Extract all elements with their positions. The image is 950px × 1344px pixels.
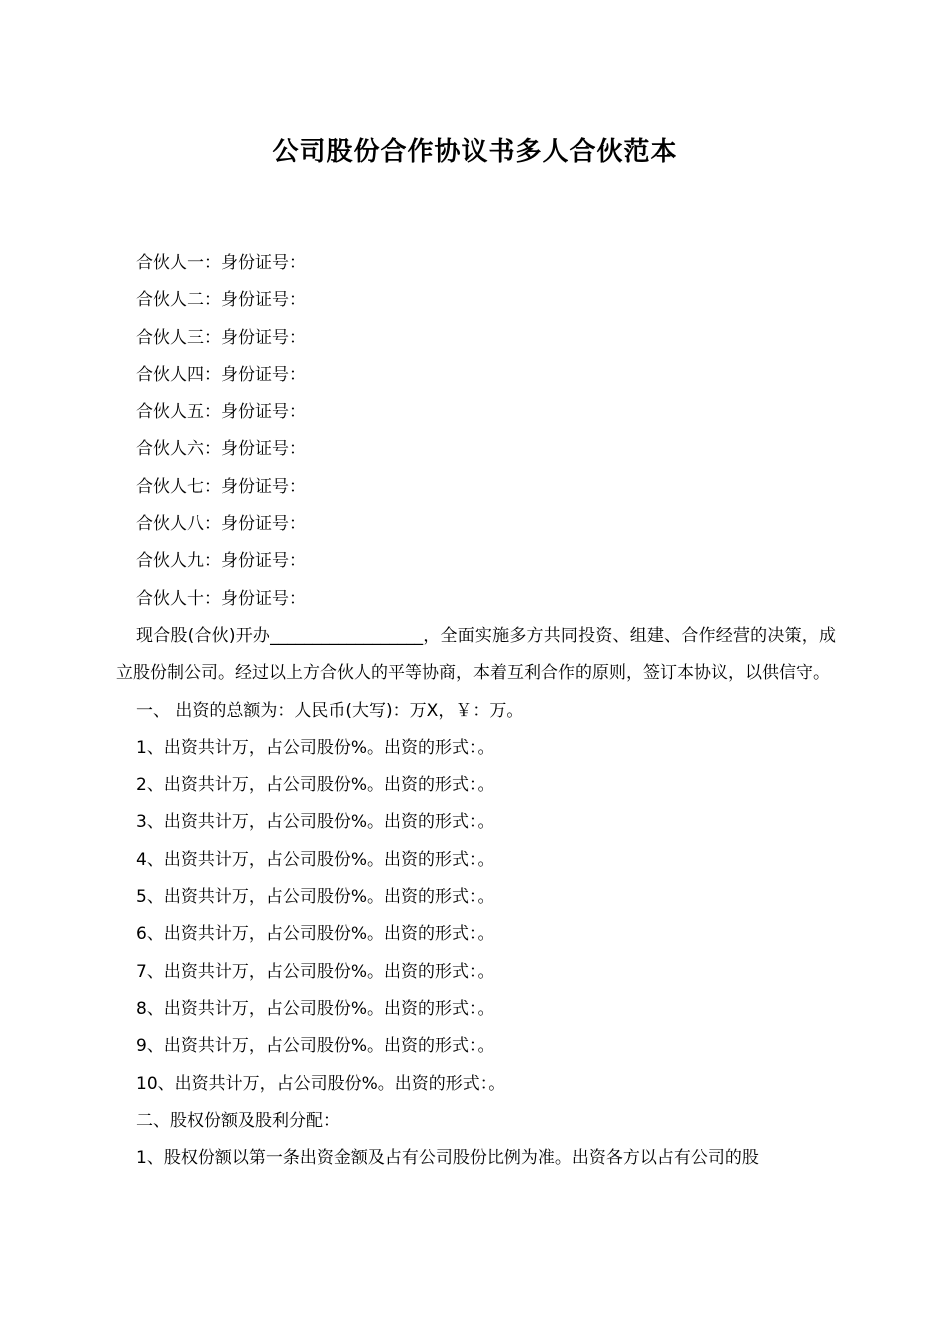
partner-line: 合伙人五：身份证号： [136, 402, 306, 423]
contribution-line: 4、出资共计万，占公司股份%。出资的形式：。 [136, 849, 495, 870]
contribution-line: 3、出资共计万，占公司股份%。出资的形式：。 [136, 812, 495, 833]
contribution-line: 1、出资共计万，占公司股份%。出资的形式：。 [136, 737, 495, 758]
contribution-line: 2、出资共计万，占公司股份%。出资的形式：。 [136, 775, 495, 796]
section-two-item: 1、股权份额以第一条出资金额及占有公司股份比例为准。出资各方以占有公司的股 [136, 1148, 759, 1169]
contribution-line: 9、出资共计万，占公司股份%。出资的形式：。 [136, 1036, 495, 1057]
partner-line: 合伙人十：身份证号： [136, 588, 306, 609]
partner-line: 合伙人八：身份证号： [136, 514, 306, 535]
contribution-line: 5、出资共计万，占公司股份%。出资的形式：。 [136, 887, 495, 908]
contribution-line: 7、出资共计万，占公司股份%。出资的形式：。 [136, 961, 495, 982]
section-one-heading: 一、 出资的总额为：人民币(大写)：万X，￥：万。 [136, 700, 524, 721]
partner-line: 合伙人一：身份证号： [136, 253, 306, 273]
contribution-line: 8、出资共计万，占公司股份%。出资的形式：。 [136, 998, 495, 1019]
section-two-heading: 二、股权份额及股利分配： [136, 1110, 340, 1131]
partner-line: 合伙人七：身份证号： [136, 476, 306, 497]
partner-line: 合伙人六：身份证号： [136, 439, 306, 460]
intro-paragraph: 现合股(合伙)开办__________________，全面实施多方共同投资、组建、合作经营的决策，成立股份制公司。经过以上方合伙人的平等协商，本着互利合作的原则，签订本协议，以供信守。 [116, 625, 836, 684]
document-title: 公司股份合作协议书多人合伙范本 [272, 137, 678, 167]
contribution-list [116, 730, 836, 1103]
partner-line: 合伙人四：身份证号： [136, 364, 306, 385]
partner-line: 合伙人二：身份证号： [136, 290, 306, 311]
document-body [116, 245, 836, 1177]
partner-line: 合伙人三：身份证号： [136, 327, 306, 348]
contribution-line: 10、出资共计万，占公司股份%。出资的形式：。 [136, 1073, 506, 1094]
partner-list [116, 245, 836, 618]
contribution-line: 6、出资共计万，占公司股份%。出资的形式：。 [136, 924, 495, 945]
partner-line: 合伙人九：身份证号： [136, 551, 306, 572]
